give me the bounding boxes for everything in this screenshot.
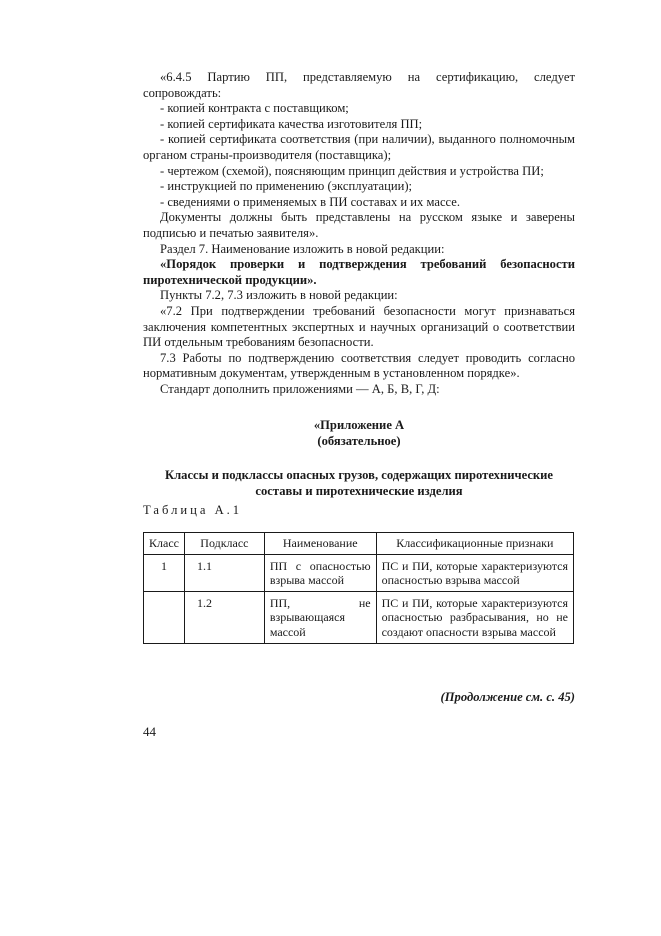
cell-name: ПП с опасностью взрыва массой: [264, 554, 376, 591]
header-subclass: Подкласс: [184, 533, 264, 555]
list-item: - сведениями о применяемых в ПИ составах и их массе.: [160, 194, 461, 209]
annex-title: «Приложение А: [313, 418, 405, 433]
list-item: - копией сертификата качества изготовителя ПП;: [160, 116, 423, 131]
annex-heading-line2: составы и пиротехнические изделия: [255, 484, 463, 499]
paragraph: «6.4.5 Партию ПП, представляемую на сертификацию, следует сопровождать:: [143, 70, 575, 100]
paragraph: «7.2 При подтверждении требований безопасности могут признаваться заключения компетентных экспертных и научных организаций о соответствии ПИ отдельным требованиям безопасности.: [143, 303, 575, 350]
paragraph: Документы должны быть представлены на русском языке и заверены подписью и печатью заявителя».: [143, 210, 575, 240]
cell-class: [144, 591, 185, 643]
continued-note: (Продолжение см. с. 45): [440, 690, 575, 704]
cell-criteria: ПС и ПИ, которые характеризуются опасностью разбрасывания, но не создают опасности взрыва массой: [376, 591, 573, 643]
table-caption: Таблица А.1: [143, 503, 243, 518]
list-item: - копией контракта с поставщиком;: [160, 101, 349, 116]
annex-status: (обязательное): [317, 434, 401, 449]
table-header-row: [144, 533, 574, 555]
annex-heading-line1: Классы и подклассы опасных грузов, содержащих пиротехнические: [164, 468, 554, 483]
list-item: - инструкцией по применению (эксплуатации);: [160, 179, 413, 194]
table-row: [144, 554, 574, 591]
body-text: [143, 70, 575, 519]
paragraph: Пункты 7.2, 7.3 изложить в новой редакции:: [160, 288, 398, 303]
cell-criteria: ПС и ПИ, которые характеризуются опасностью взрыва массой: [376, 554, 573, 591]
paragraph: Стандарт дополнить приложениями — А, Б, В, Г, Д:: [160, 381, 440, 396]
list-item: - копией сертификата соответствия (при наличии), выданного полномочным органом страны-производителя (поставщика);: [143, 132, 575, 162]
section-title-bold: «Порядок проверки и подтверждения требований безопасности пиротехнической продукции».: [143, 257, 575, 287]
classification-table: [143, 532, 574, 644]
header-name: Наименование: [264, 533, 376, 555]
header-class: Класс: [144, 533, 185, 555]
cell-class: 1: [144, 554, 185, 591]
header-criteria: Классификационные признаки: [376, 533, 573, 555]
paragraph: Раздел 7. Наименование изложить в новой редакции:: [160, 241, 445, 256]
page-number: 44: [143, 724, 156, 739]
cell-name: ПП, не взрывающаяся массой: [264, 591, 376, 643]
cell-subclass: 1.1: [184, 554, 264, 591]
paragraph: 7.3 Работы по подтверждению соответствия следует проводить согласно нормативным документам, утвержденным в установленном порядке».: [143, 350, 575, 381]
table-row: [144, 591, 574, 643]
cell-subclass: 1.2: [184, 591, 264, 643]
list-item: - чертежом (схемой), поясняющим принцип действия и устройства ПИ;: [160, 163, 544, 178]
